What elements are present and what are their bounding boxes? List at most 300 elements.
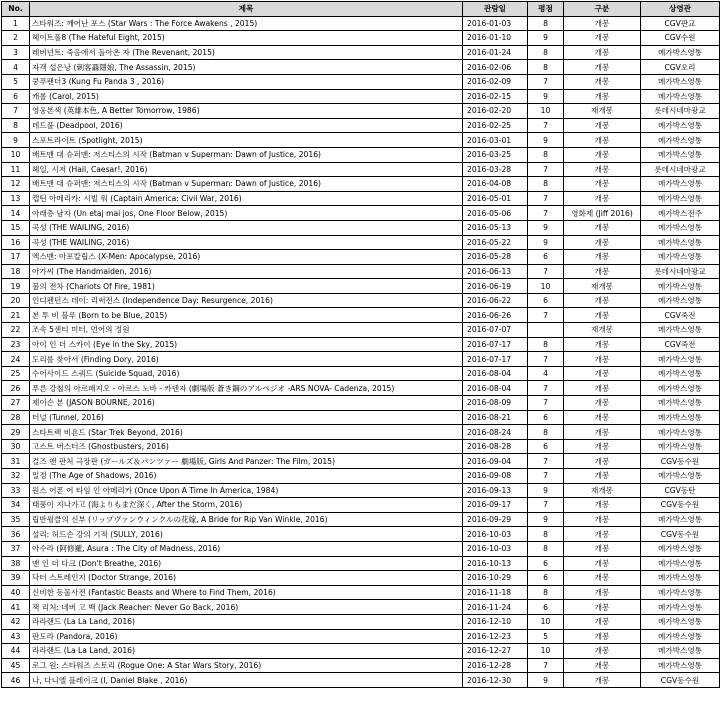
cell-theater: 메가박스영통 (641, 629, 720, 644)
cell-theater: 메가박스영통 (641, 541, 720, 556)
cell-no: 38 (2, 556, 30, 571)
cell-date: 2016-09-13 (463, 483, 528, 498)
cell-date: 2016-01-24 (463, 45, 528, 60)
header-date: 관람일 (463, 2, 528, 17)
cell-rating: 8 (528, 585, 564, 600)
cell-no: 18 (2, 264, 30, 279)
cell-theater: 메가박스영통 (641, 439, 720, 454)
cell-title: 태풍이 지나가고 (海よりもまだ深く, After the Storm, 2016) (30, 498, 463, 513)
cell-title: 아래층 남자 (Un etaj mai jos, One Floor Below, 2015) (30, 206, 463, 221)
cell-title: 불의 전차 (Chariots Of Fire, 1981) (30, 279, 463, 294)
cell-theater: 메가박스영통 (641, 74, 720, 89)
cell-type: 개봉 (564, 498, 641, 513)
cell-title: 헤일, 시저 (Hail, Caesar!, 2016) (30, 162, 463, 177)
table-row (2, 673, 720, 688)
cell-rating: 8 (528, 541, 564, 556)
cell-date: 2016-02-15 (463, 89, 528, 104)
cell-no: 22 (2, 323, 30, 338)
cell-date: 2016-10-03 (463, 541, 528, 556)
cell-title: 도리를 찾아서 (Finding Dory, 2016) (30, 352, 463, 367)
table-row (2, 410, 720, 425)
cell-theater: 메가박스영통 (641, 293, 720, 308)
cell-rating: 5 (528, 629, 564, 644)
table-row (2, 191, 720, 206)
cell-title: 엑스맨: 아포칼립스 (X-Men: Apocalypse, 2016) (30, 250, 463, 265)
cell-date: 2016-09-17 (463, 498, 528, 513)
cell-rating: 8 (528, 147, 564, 162)
table-row (2, 556, 720, 571)
cell-no: 7 (2, 104, 30, 119)
cell-no: 28 (2, 410, 30, 425)
cell-type: 개봉 (564, 45, 641, 60)
cell-date: 2016-06-19 (463, 279, 528, 294)
cell-title: 헤이트풀8 (The Hateful Eight, 2015) (30, 31, 463, 46)
cell-title: 스타워즈: 깨어난 포스 (Star Wars : The Force Awakens , 2015) (30, 16, 463, 31)
cell-rating (528, 323, 564, 338)
table-row (2, 337, 720, 352)
table-row (2, 118, 720, 133)
cell-no: 36 (2, 527, 30, 542)
cell-type: 재개봉 (564, 104, 641, 119)
cell-theater: 메가박스영통 (641, 235, 720, 250)
cell-date: 2016-06-26 (463, 308, 528, 323)
table-row (2, 585, 720, 600)
cell-type: 개봉 (564, 16, 641, 31)
header-title: 제목 (30, 2, 463, 17)
cell-date: 2016-09-29 (463, 512, 528, 527)
cell-theater: 메가박스영통 (641, 425, 720, 440)
table-row (2, 16, 720, 31)
cell-no: 39 (2, 571, 30, 586)
cell-date: 2016-08-28 (463, 439, 528, 454)
cell-date: 2016-12-28 (463, 658, 528, 673)
cell-no: 40 (2, 585, 30, 600)
cell-date: 2016-05-28 (463, 250, 528, 265)
cell-date: 2016-08-09 (463, 396, 528, 411)
cell-theater: 롯데시네마광교 (641, 162, 720, 177)
cell-no: 19 (2, 279, 30, 294)
cell-rating: 7 (528, 469, 564, 484)
cell-rating: 7 (528, 191, 564, 206)
cell-date: 2016-08-24 (463, 425, 528, 440)
cell-theater: 메가박스영통 (641, 556, 720, 571)
cell-date: 2016-02-09 (463, 74, 528, 89)
cell-date: 2016-11-24 (463, 600, 528, 615)
cell-date: 2016-05-01 (463, 191, 528, 206)
cell-type: 개봉 (564, 600, 641, 615)
cell-theater: 메가박스영통 (641, 381, 720, 396)
table-row (2, 527, 720, 542)
cell-title: 본 투 비 블루 (Born to be Blue, 2015) (30, 308, 463, 323)
cell-theater: 메가박스영통 (641, 585, 720, 600)
cell-type: 개봉 (564, 191, 641, 206)
cell-type: 개봉 (564, 585, 641, 600)
cell-rating: 9 (528, 235, 564, 250)
cell-rating: 8 (528, 60, 564, 75)
cell-type: 개봉 (564, 439, 641, 454)
table-body (2, 16, 720, 687)
cell-title: 데드풀 (Deadpool, 2016) (30, 118, 463, 133)
cell-title: 밀정 (The Age of Shadows, 2016) (30, 469, 463, 484)
cell-date: 2016-10-03 (463, 527, 528, 542)
cell-no: 1 (2, 16, 30, 31)
cell-type: 개봉 (564, 220, 641, 235)
cell-theater: 메가박스영통 (641, 191, 720, 206)
table-row (2, 469, 720, 484)
cell-type: 개봉 (564, 133, 641, 148)
cell-no: 29 (2, 425, 30, 440)
table-row (2, 658, 720, 673)
table-row (2, 571, 720, 586)
cell-no: 43 (2, 629, 30, 644)
cell-theater: CGV동수원 (641, 527, 720, 542)
cell-title: 레버넌트: 죽음에서 돌아온 자 (The Revenant, 2015) (30, 45, 463, 60)
cell-theater: 메가박스영통 (641, 366, 720, 381)
table-row (2, 104, 720, 119)
cell-rating: 8 (528, 16, 564, 31)
cell-type: 개봉 (564, 454, 641, 469)
cell-theater: CGV동수원 (641, 454, 720, 469)
cell-rating: 7 (528, 74, 564, 89)
table-row (2, 366, 720, 381)
cell-rating: 8 (528, 527, 564, 542)
cell-theater: CGV죽전 (641, 337, 720, 352)
cell-rating: 6 (528, 293, 564, 308)
cell-rating: 9 (528, 89, 564, 104)
cell-title: 배트맨 대 슈퍼맨: 저스티스의 시작 (Batman v Superman: Dawn of Justice, 2016) (30, 177, 463, 192)
cell-theater: 메가박스영통 (641, 600, 720, 615)
cell-date: 2016-12-23 (463, 629, 528, 644)
cell-rating: 7 (528, 658, 564, 673)
cell-rating: 9 (528, 512, 564, 527)
cell-date: 2016-03-25 (463, 147, 528, 162)
cell-title: 곡성 (THE WAILING, 2016) (30, 235, 463, 250)
cell-type: 개봉 (564, 31, 641, 46)
cell-type: 개봉 (564, 235, 641, 250)
cell-type: 개봉 (564, 264, 641, 279)
cell-rating: 6 (528, 571, 564, 586)
table-row (2, 308, 720, 323)
cell-no: 14 (2, 206, 30, 221)
cell-type: 개봉 (564, 60, 641, 75)
cell-rating: 7 (528, 206, 564, 221)
cell-date: 2016-12-27 (463, 644, 528, 659)
cell-no: 4 (2, 60, 30, 75)
cell-theater: 메가박스영통 (641, 279, 720, 294)
cell-no: 6 (2, 89, 30, 104)
cell-rating: 6 (528, 600, 564, 615)
cell-date: 2016-02-25 (463, 118, 528, 133)
header-rating: 평점 (528, 2, 564, 17)
table-row (2, 147, 720, 162)
table-row (2, 644, 720, 659)
table-row (2, 396, 720, 411)
cell-title: 잭 리처: 네버 고 백 (Jack Reacher: Never Go Back, 2016) (30, 600, 463, 615)
cell-theater: 메가박스영통 (641, 45, 720, 60)
cell-rating: 7 (528, 498, 564, 513)
cell-date: 2016-04-08 (463, 177, 528, 192)
cell-title: 곡성 (THE WAILING, 2016) (30, 220, 463, 235)
cell-no: 20 (2, 293, 30, 308)
cell-type: 재개봉 (564, 323, 641, 338)
cell-no: 5 (2, 74, 30, 89)
cell-no: 16 (2, 235, 30, 250)
cell-no: 41 (2, 600, 30, 615)
table-row (2, 74, 720, 89)
cell-theater: CGV동수원 (641, 673, 720, 688)
cell-title: 원스 어폰 어 타임 인 아메리카 (Once Upon A Time In America, 1984) (30, 483, 463, 498)
cell-rating: 7 (528, 264, 564, 279)
cell-type: 개봉 (564, 337, 641, 352)
cell-title: 푸른 강철의 아르페지오 - 아르스 노바 - 카덴자 (劇場版 蒼き鋼のアルペジオ -ARS NOVA- Cadenza, 2015) (30, 381, 463, 396)
cell-title: 나, 다니엘 블레이크 (I, Daniel Blake , 2016) (30, 673, 463, 688)
cell-title: 터널 (Tunnel, 2016) (30, 410, 463, 425)
cell-type: 개봉 (564, 644, 641, 659)
cell-rating: 7 (528, 396, 564, 411)
cell-rating: 9 (528, 220, 564, 235)
cell-date: 2016-09-08 (463, 469, 528, 484)
cell-title: 쿵푸팬더3 (Kung Fu Panda 3 , 2016) (30, 74, 463, 89)
cell-type: 개봉 (564, 658, 641, 673)
cell-theater: CGV오리 (641, 60, 720, 75)
table-row (2, 293, 720, 308)
cell-theater: CGV죽전 (641, 308, 720, 323)
cell-rating: 7 (528, 381, 564, 396)
cell-date: 2016-05-13 (463, 220, 528, 235)
cell-date: 2016-07-07 (463, 323, 528, 338)
table-row (2, 279, 720, 294)
table-row (2, 454, 720, 469)
table-row (2, 31, 720, 46)
cell-theater: 메가박스영통 (641, 571, 720, 586)
cell-title: 조속 5센티 미터, 언어의 정원 (30, 323, 463, 338)
cell-date: 2016-08-21 (463, 410, 528, 425)
cell-title: 립반윙클의 신부 (リップヴァンウィンクルの花嫁, A Bride for Rip Van Winkle, 2016) (30, 512, 463, 527)
cell-theater: 메가박스영통 (641, 177, 720, 192)
header-row (2, 2, 720, 17)
cell-no: 31 (2, 454, 30, 469)
cell-no: 2 (2, 31, 30, 46)
table-row (2, 206, 720, 221)
cell-no: 11 (2, 162, 30, 177)
cell-type: 개봉 (564, 118, 641, 133)
cell-no: 42 (2, 614, 30, 629)
cell-type: 개봉 (564, 556, 641, 571)
table-row (2, 250, 720, 265)
table-row (2, 381, 720, 396)
table-row (2, 220, 720, 235)
cell-title: 스포트라이트 (Spotlight, 2015) (30, 133, 463, 148)
cell-theater: 메가박스영통 (641, 469, 720, 484)
cell-title: 신비한 동물사전 (Fantastic Beasts and Where to Find Them, 2016) (30, 585, 463, 600)
cell-no: 32 (2, 469, 30, 484)
cell-title: 판도라 (Pandora, 2016) (30, 629, 463, 644)
cell-title: 캐롤 (Carol, 2015) (30, 89, 463, 104)
cell-type: 개봉 (564, 541, 641, 556)
cell-type: 개봉 (564, 293, 641, 308)
cell-type: 개봉 (564, 352, 641, 367)
cell-theater: 메가박스영통 (641, 644, 720, 659)
table-row (2, 541, 720, 556)
cell-no: 35 (2, 512, 30, 527)
cell-title: 라라랜드 (La La Land, 2016) (30, 644, 463, 659)
cell-no: 33 (2, 483, 30, 498)
cell-no: 17 (2, 250, 30, 265)
header-no: No. (2, 2, 30, 17)
cell-no: 26 (2, 381, 30, 396)
cell-title: 수어사이드 스쿼드 (Suicide Squad, 2016) (30, 366, 463, 381)
header-type: 구분 (564, 2, 641, 17)
cell-title: 아수라 (阿修羅, Asura : The City of Madness, 2016) (30, 541, 463, 556)
cell-rating: 9 (528, 483, 564, 498)
cell-no: 46 (2, 673, 30, 688)
table-row (2, 614, 720, 629)
table-row (2, 439, 720, 454)
header-theater: 상영관 (641, 2, 720, 17)
cell-title: 배트맨 대 슈퍼맨: 저스티스의 시작 (Batman v Superman: Dawn of Justice, 2016) (30, 147, 463, 162)
cell-rating: 8 (528, 425, 564, 440)
cell-no: 21 (2, 308, 30, 323)
movie-log-table (1, 1, 720, 688)
table-row (2, 600, 720, 615)
cell-date: 2016-06-13 (463, 264, 528, 279)
cell-date: 2016-02-20 (463, 104, 528, 119)
cell-theater: CGV동탄 (641, 483, 720, 498)
cell-date: 2016-06-22 (463, 293, 528, 308)
cell-theater: 메가박스영통 (641, 512, 720, 527)
cell-type: 개봉 (564, 512, 641, 527)
cell-rating: 9 (528, 673, 564, 688)
table-row (2, 60, 720, 75)
cell-rating: 10 (528, 644, 564, 659)
cell-type: 개봉 (564, 381, 641, 396)
cell-date: 2016-07-17 (463, 352, 528, 367)
cell-no: 44 (2, 644, 30, 659)
cell-title: 자객 섭은낭 (刺客聶隱娘, The Assassin, 2015) (30, 60, 463, 75)
cell-date: 2016-08-04 (463, 366, 528, 381)
cell-date: 2016-07-17 (463, 337, 528, 352)
cell-title: 영웅본색 (英雄本色, A Better Tomorrow, 1986) (30, 104, 463, 119)
cell-no: 15 (2, 220, 30, 235)
cell-date: 2016-01-03 (463, 16, 528, 31)
cell-no: 30 (2, 439, 30, 454)
cell-date: 2016-05-06 (463, 206, 528, 221)
table-row (2, 45, 720, 60)
table-row (2, 425, 720, 440)
table-row (2, 235, 720, 250)
cell-date: 2016-03-28 (463, 162, 528, 177)
cell-title: 인디펜던스 데이: 리써전스 (Independence Day: Resurgence, 2016) (30, 293, 463, 308)
cell-date: 2016-02-06 (463, 60, 528, 75)
cell-rating: 10 (528, 279, 564, 294)
cell-theater: 롯데시네마광교 (641, 264, 720, 279)
cell-title: 고스트 버스터즈 (Ghostbusters, 2016) (30, 439, 463, 454)
cell-type: 개봉 (564, 162, 641, 177)
cell-theater: 메가박스영통 (641, 396, 720, 411)
cell-rating: 6 (528, 410, 564, 425)
cell-date: 2016-12-30 (463, 673, 528, 688)
cell-type: 개봉 (564, 469, 641, 484)
cell-theater: 메가박스영통 (641, 250, 720, 265)
cell-type: 개봉 (564, 527, 641, 542)
cell-theater: CGV판교 (641, 16, 720, 31)
cell-rating: 8 (528, 337, 564, 352)
cell-no: 45 (2, 658, 30, 673)
cell-date: 2016-10-13 (463, 556, 528, 571)
cell-rating: 6 (528, 439, 564, 454)
cell-type: 개봉 (564, 89, 641, 104)
cell-no: 13 (2, 191, 30, 206)
cell-no: 9 (2, 133, 30, 148)
cell-type: 개봉 (564, 629, 641, 644)
cell-theater: 메가박스전주 (641, 206, 720, 221)
cell-type: 개봉 (564, 366, 641, 381)
cell-theater: 메가박스영통 (641, 89, 720, 104)
cell-rating: 7 (528, 118, 564, 133)
cell-rating: 7 (528, 454, 564, 469)
cell-no: 24 (2, 352, 30, 367)
cell-type: 개봉 (564, 177, 641, 192)
cell-rating: 8 (528, 45, 564, 60)
cell-type: 개봉 (564, 425, 641, 440)
cell-rating: 7 (528, 352, 564, 367)
cell-no: 10 (2, 147, 30, 162)
cell-type: 개봉 (564, 571, 641, 586)
cell-date: 2016-12-10 (463, 614, 528, 629)
cell-rating: 10 (528, 104, 564, 119)
cell-title: 로그 원: 스타워즈 스토리 (Rogue One: A Star Wars Story, 2016) (30, 658, 463, 673)
cell-rating: 6 (528, 250, 564, 265)
table-row (2, 133, 720, 148)
cell-rating: 7 (528, 308, 564, 323)
cell-no: 12 (2, 177, 30, 192)
cell-rating: 9 (528, 31, 564, 46)
cell-no: 27 (2, 396, 30, 411)
cell-title: 아가씨 (The Handmaiden, 2016) (30, 264, 463, 279)
cell-no: 3 (2, 45, 30, 60)
cell-theater: CGV동수원 (641, 498, 720, 513)
cell-no: 23 (2, 337, 30, 352)
cell-rating: 6 (528, 556, 564, 571)
cell-date: 2016-10-29 (463, 571, 528, 586)
cell-theater: 롯데시네마광교 (641, 104, 720, 119)
table-row (2, 89, 720, 104)
cell-no: 34 (2, 498, 30, 513)
cell-type: 재개봉 (564, 483, 641, 498)
table-row (2, 483, 720, 498)
cell-theater: 메가박스영통 (641, 410, 720, 425)
cell-theater: 메가박스영통 (641, 323, 720, 338)
cell-date: 2016-03-01 (463, 133, 528, 148)
cell-type: 개봉 (564, 74, 641, 89)
cell-date: 2016-08-04 (463, 381, 528, 396)
table-row (2, 629, 720, 644)
cell-title: 설리: 허드슨 강의 기적 (SULLY, 2016) (30, 527, 463, 542)
cell-type: 개봉 (564, 673, 641, 688)
cell-theater: 메가박스영통 (641, 220, 720, 235)
table-row (2, 512, 720, 527)
cell-theater: 메가박스영통 (641, 614, 720, 629)
table-row (2, 352, 720, 367)
cell-title: 라라랜드 (La La Land, 2016) (30, 614, 463, 629)
cell-type: 개봉 (564, 308, 641, 323)
cell-theater: 메가박스영통 (641, 658, 720, 673)
cell-rating: 8 (528, 177, 564, 192)
cell-type: 개봉 (564, 147, 641, 162)
cell-date: 2016-11-18 (463, 585, 528, 600)
cell-type: 개봉 (564, 410, 641, 425)
cell-rating: 10 (528, 614, 564, 629)
